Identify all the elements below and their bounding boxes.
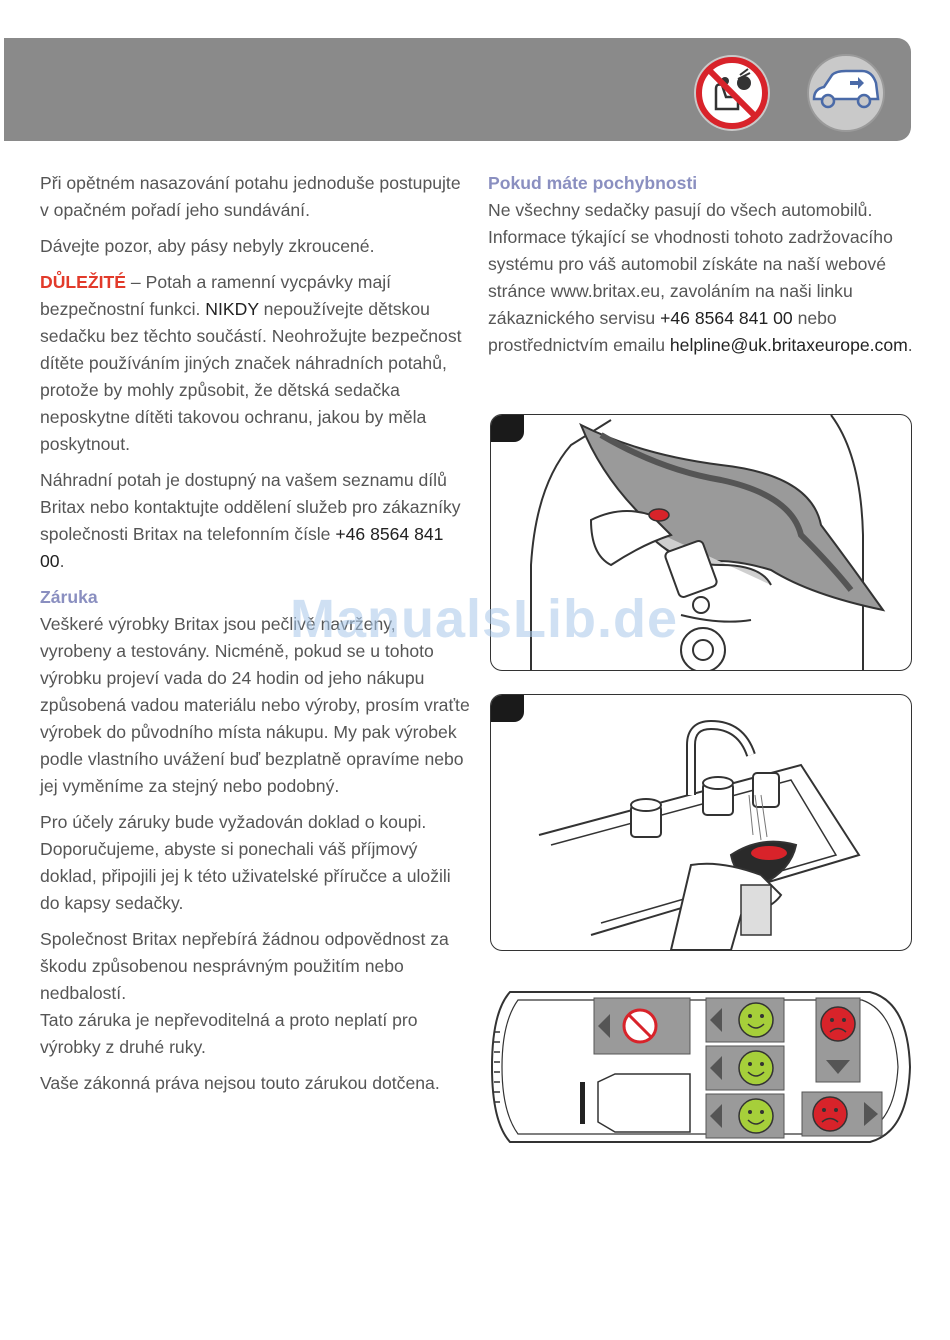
doubt-heading: Pokud máte pochybnosti bbox=[488, 173, 698, 193]
warranty-liability: Společnost Britax nepřebírá žádnou odpovědnost za škodu způsobenou nesprávným použitím nebo nedbalostí. bbox=[40, 929, 449, 1003]
warranty-heading: Záruka bbox=[40, 587, 98, 607]
seat-position-diagram bbox=[490, 982, 914, 1152]
step-tab bbox=[490, 414, 524, 442]
doubt-paragraph bbox=[488, 197, 913, 359]
car-seat-direction-icon bbox=[806, 53, 886, 133]
header-banner bbox=[4, 38, 911, 141]
doubt-email: helpline@uk.britaxeurope.com bbox=[669, 335, 908, 355]
spare-cover-text: Náhradní potah je dostupný na vašem seznamu dílů Britax nebo kontaktujte oddělení služeb pro zákazníky společnosti Britax na telefonním čísle bbox=[40, 470, 461, 544]
straps-paragraph: Dávejte pozor, aby pásy nebyly zkroucené. bbox=[40, 236, 375, 256]
doubt-text: Ne všechny sedačky pasují do všech automobilů. Informace týkající se vhodnosti tohoto zadržovacího systému pro váš automobil získáte na naší webové stránce www.britax.eu, zavoláním na naši linku zákaznického servisu bbox=[488, 200, 893, 328]
reassembly-paragraph: Při opětném nasazování potahu jednoduše postupujte v opačném pořadí jeho sundávání. bbox=[40, 173, 461, 220]
doubt-end: . bbox=[907, 335, 913, 355]
important-paragraph bbox=[40, 269, 470, 458]
spare-end: . bbox=[59, 551, 65, 571]
never-word: NIKDY bbox=[205, 299, 259, 319]
important-text-b: nepoužívejte dětskou sedačku bez těchto součástí. Neohrožujte bezpečnost dítěte používáním jiných značek náhradních potahů, protože by mohly způsobit, že dětská sedačka neposkytne dítěti takovou ochranu, jakou by měla poskytnout. bbox=[40, 299, 462, 454]
step-tab bbox=[490, 694, 524, 722]
important-separator: – bbox=[126, 272, 146, 292]
spare-cover-paragraph bbox=[40, 467, 470, 575]
warranty-paragraph-3 bbox=[40, 926, 470, 1061]
warranty-paragraph-1: Veškeré výrobky Britax jsou pečlivě navrženy, vyrobeny a testovány. Nicméně, pokud se u tohoto výrobku projeví vada do 24 hodin od jeho nákupu způsobená vadou materiálu nebo výroby, prosím vraťte výrobek do původního místa nákupu. My pak výrobek podle vlastního uvážení buď bezplatně opravíme nebo jej vyměníme za stejný nebo podobný. bbox=[40, 614, 470, 796]
right-column bbox=[488, 170, 913, 368]
spare-phone: +46 8564 841 00 bbox=[40, 524, 444, 571]
watermark: ManualsLib.de bbox=[290, 589, 679, 649]
warranty-transfer: Tato záruka je nepřevoditelná a proto neplatí pro výrobky z druhé ruky. bbox=[40, 1010, 418, 1057]
no-airbag-icon bbox=[692, 53, 772, 133]
washing-illustration bbox=[490, 694, 912, 951]
warranty-paragraph-2: Pro účely záruky bude vyžadován doklad o koupi. Doporučujeme, abyste si ponechali váš příjmový doklad, připojili jej k této uživatelské příručce a uložili do kapsy sedačky. bbox=[40, 812, 451, 913]
important-text-a: Potah a ramenní vycpávky mají bezpečnostní funkci. bbox=[40, 272, 392, 319]
important-label: DŮLEŽITÉ bbox=[40, 272, 127, 292]
doubt-phone: +46 8564 841 00 bbox=[660, 308, 793, 328]
warranty-paragraph-4: Vaše zákonná práva nejsou touto zárukou dotčena. bbox=[40, 1073, 440, 1093]
doubt-mid: nebo prostřednictvím emailu bbox=[488, 308, 837, 355]
